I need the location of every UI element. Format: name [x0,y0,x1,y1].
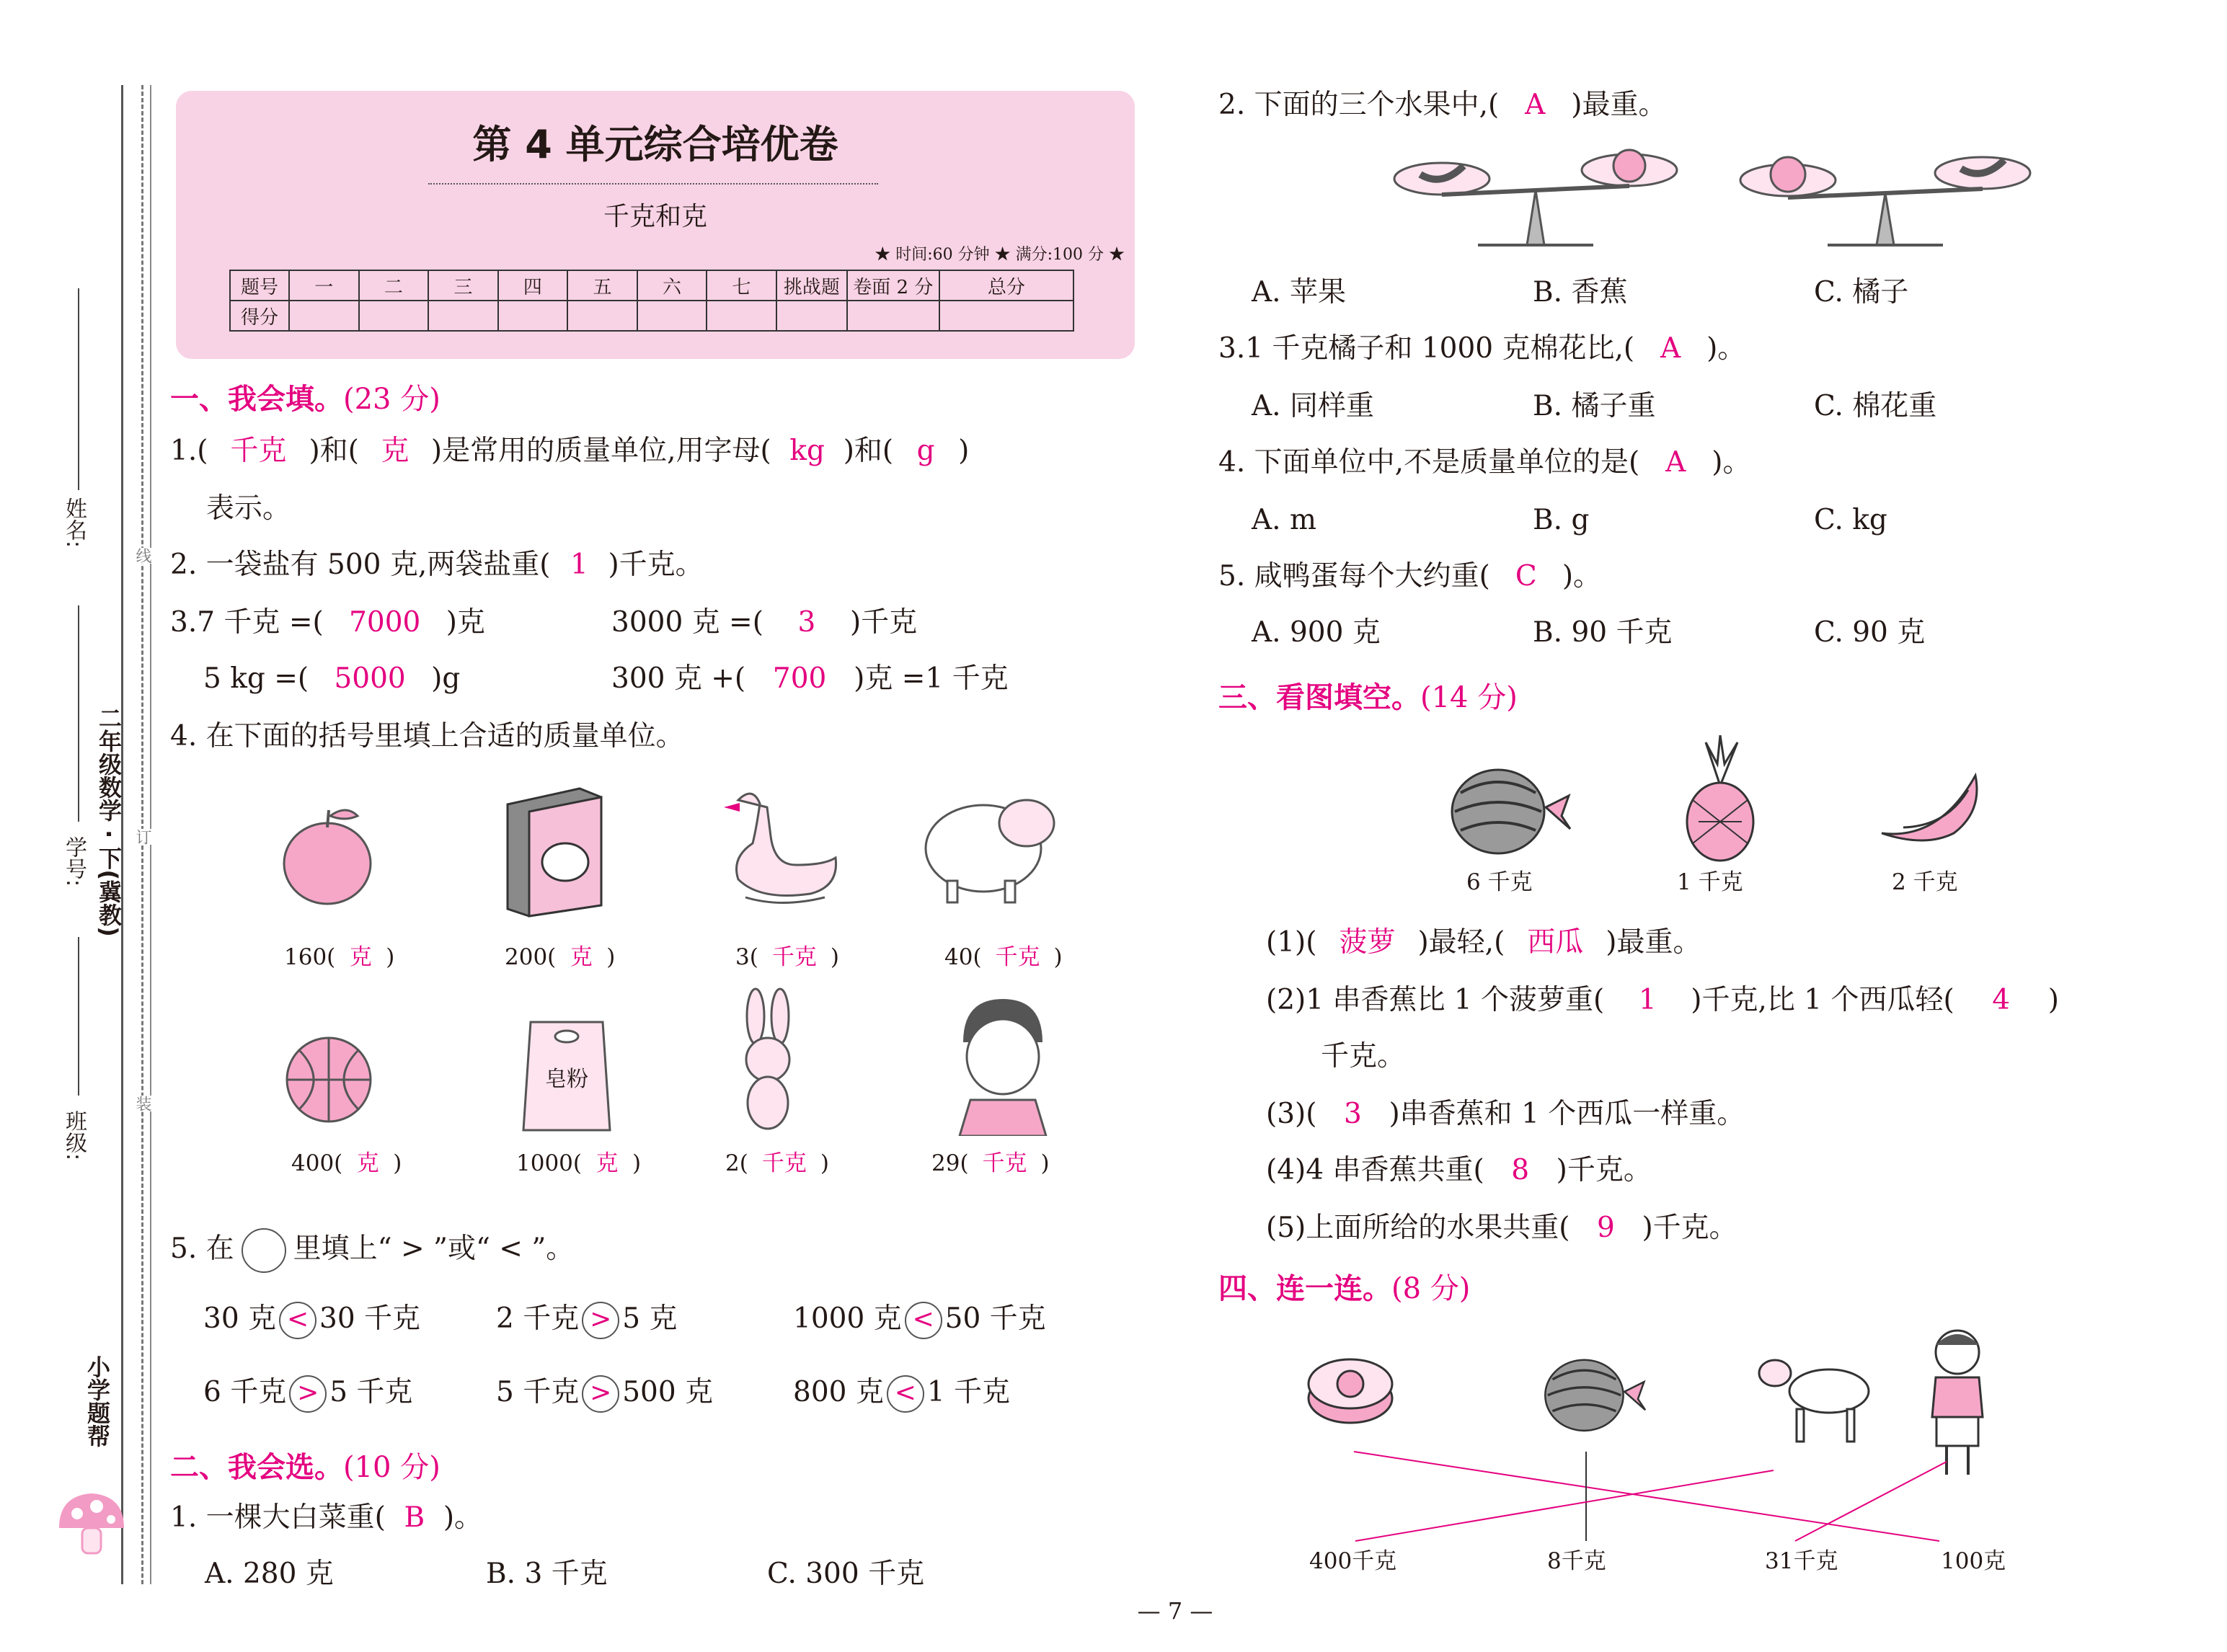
compare-item: 800 克 < 1 千克 [793,1375,1010,1413]
s1-q1: 1.( 千克 )和( 克 )是常用的质量单位,用字母( kg )和( g ) [170,435,970,467]
q4-label: 160( 克 ) [284,944,395,970]
s2-q3: 3.1 千克橘子和 1000 克棉花比,( A )。 [1218,332,1746,365]
score-cell[interactable] [939,301,1073,331]
compare-item: 6 千克 > 5 千克 [203,1375,412,1413]
section2-heading: 二、我会选。(10 分) [170,1451,440,1484]
name-underline [78,288,79,490]
q4-label: 1000( 克 ) [516,1150,642,1176]
section1-heading: 一、我会填。(23 分) [170,383,440,416]
class-underline [78,937,79,1096]
option[interactable]: A. 280 克 [205,1558,334,1590]
number-underline [78,605,79,822]
score-cell[interactable] [567,301,637,331]
goose-icon [717,786,846,908]
balance-scale-1-icon [1391,144,1723,252]
option[interactable]: A. m [1252,504,1316,536]
zhuang-mark: 装 [131,1096,154,1111]
match-label: 100克 [1941,1548,2006,1574]
number-label: 学号: [61,836,87,887]
option[interactable]: A. 苹果 [1252,276,1346,308]
s1-q4: 4. 在下面的括号里填上合适的质量单位。 [170,720,684,752]
pineapple-icon [1677,735,1763,862]
exam-meta: ★ 时间:60 分钟 ★ 满分:100 分 ★ [875,246,1125,264]
s1-q3-r1b: 3000 克 =( 3 )千克 [611,606,918,639]
option[interactable]: C. 棉花重 [1814,390,1937,422]
compare-item: 1000 克 < 50 千克 [793,1302,1046,1339]
score-head: 卷面 2 分 [847,270,939,301]
s3-p2: (2)1 串香蕉比 1 个菠萝重( 1 )千克,比 1 个西瓜轻( 4 ) [1266,984,2059,1016]
name-label: 姓名: [61,497,87,549]
score-head: 一 [289,270,359,301]
fruit-weight-label: 1 千克 [1677,869,1743,895]
score-head: 总分 [939,270,1073,301]
balance-scale-2-icon [1737,144,2040,252]
match-label: 400千克 [1309,1548,1397,1574]
q4-label: 3( 千克 ) [735,944,839,970]
mushroom-logo-icon [52,1485,131,1564]
option[interactable]: B. 90 千克 [1533,616,1673,649]
score-cell[interactable] [847,301,939,331]
answer: 1 [570,549,588,581]
q4-label: 200( 克 ) [505,944,616,970]
answer: g [916,435,935,467]
option[interactable]: B. 香蕉 [1533,276,1628,308]
soap-powder-label: 皂粉 [545,1067,588,1092]
grade-label: 二年级数学 · 下(冀教) [95,706,123,937]
score-cell[interactable] [359,301,429,331]
s2-q2: 2. 下面的三个水果中,( A )最重。 [1218,89,1667,121]
score-cell[interactable] [498,301,568,331]
s1-q1-line2: 表示。 [206,492,291,525]
compare-item: 30 克 < 30 千克 [203,1302,420,1339]
s2-q4: 4. 下面单位中,不是质量单位的是( A )。 [1218,446,1751,479]
option[interactable]: C. 90 克 [1814,616,1926,649]
s2-q1: 1. 一棵大白菜重( B )。 [170,1501,483,1534]
matching-lines [1298,1442,1990,1557]
answer: 5000 [334,662,406,695]
option[interactable]: C. 300 千克 [767,1558,925,1590]
score-cell[interactable] [707,301,776,331]
brand-label: 小学题帮 [84,1355,111,1447]
watermelon-icon [1540,1355,1648,1434]
answer: kg [789,435,825,467]
option[interactable]: A. 同样重 [1252,390,1374,422]
option[interactable]: B. 橘子重 [1533,390,1656,422]
s3-p3: (3)( 3 )串香蕉和 1 个西瓜一样重。 [1266,1098,1745,1130]
sheep-icon [918,780,1063,910]
score-head: 题号 [230,270,289,301]
s2-q5: 5. 咸鸭蛋每个大约重( C )。 [1218,560,1602,592]
match-label: 8千克 [1547,1548,1606,1574]
q4-label: 400( 克 ) [291,1150,402,1176]
score-table [229,270,1074,332]
s3-p4: (4)4 串香蕉共重( 8 )千克。 [1266,1154,1652,1186]
score-head: 三 [428,270,498,301]
apple-icon [277,800,378,908]
answer: 700 [772,662,827,695]
score-cell[interactable] [428,301,498,331]
score-cell[interactable] [289,301,359,331]
s1-q2: 2. 一袋盐有 500 克,两袋盐重( 1 )千克。 [170,549,704,581]
option[interactable]: B. 3 千克 [486,1558,608,1590]
score-cell[interactable] [637,301,707,331]
book-icon [500,783,608,920]
ding-mark: 订 [131,829,154,845]
page-title: 第 4 单元综合培优卷 [472,122,838,167]
compare-circle-icon [242,1228,286,1273]
fruit-weight-label: 2 千克 [1892,869,1958,895]
score-row-label: 得分 [230,301,289,331]
score-head: 六 [637,270,707,301]
answer: 克 [381,435,409,467]
score-head: 四 [498,270,568,301]
section4-heading: 四、连一连。(8 分) [1218,1272,1471,1305]
score-head: 二 [359,270,429,301]
cow-icon [1753,1341,1876,1449]
s1-q3-r1a: 3.7 千克 =( 7000 )克 [170,606,485,639]
q4-label: 40( 千克 ) [944,944,1063,970]
mooncake-icon [1303,1348,1397,1427]
banana-icon [1874,761,1990,848]
compare-item: 2 千克 > 5 克 [496,1302,677,1339]
section3-heading: 三、看图填空。(14 分) [1218,681,1518,714]
option[interactable]: C. 橘子 [1814,276,1909,308]
class-label: 班级: [61,1110,87,1161]
s1-q5: 5. 在 里填上“ > ”或“ < ”。 [170,1228,574,1273]
page-subtitle: 千克和克 [603,202,707,231]
s3-p2-line2: 千克。 [1321,1040,1406,1073]
match-label: 31千克 [1765,1548,1838,1574]
compare-item: 5 千克 > 500 克 [496,1375,713,1413]
q4-label: 2( 千克 ) [725,1150,829,1176]
rabbit-icon [728,987,807,1139]
fruit-weight-label: 6 千克 [1466,869,1533,895]
s1-q3-r2a: 5 kg =( 5000 )g [203,662,461,695]
xian-mark: 线 [131,548,154,564]
option[interactable]: A. 900 克 [1252,616,1381,649]
score-head: 七 [707,270,776,301]
q4-label: 29( 千克 ) [931,1150,1050,1176]
title-divider [428,183,878,185]
s3-p1: (1)( 菠萝 )最轻,( 西瓜 )最重。 [1266,926,1701,959]
boy-icon [949,992,1057,1136]
page-number: — 7 — [1137,1597,1213,1625]
option[interactable]: B. g [1533,504,1590,536]
watermelon-icon [1446,764,1573,858]
answer: 3 [797,606,816,639]
score-head: 五 [567,270,637,301]
score-head: 挑战题 [776,270,847,301]
s3-p5: (5)上面所给的水果共重( 9 )千克。 [1266,1212,1737,1244]
basketball-icon [284,1035,373,1124]
option[interactable]: C. kg [1814,504,1887,536]
s1-q3-r2b: 300 克 +( 700 )克 =1 千克 [611,662,1009,695]
answer: 7000 [349,606,421,639]
answer: 千克 [230,435,287,467]
score-cell[interactable] [776,301,847,331]
